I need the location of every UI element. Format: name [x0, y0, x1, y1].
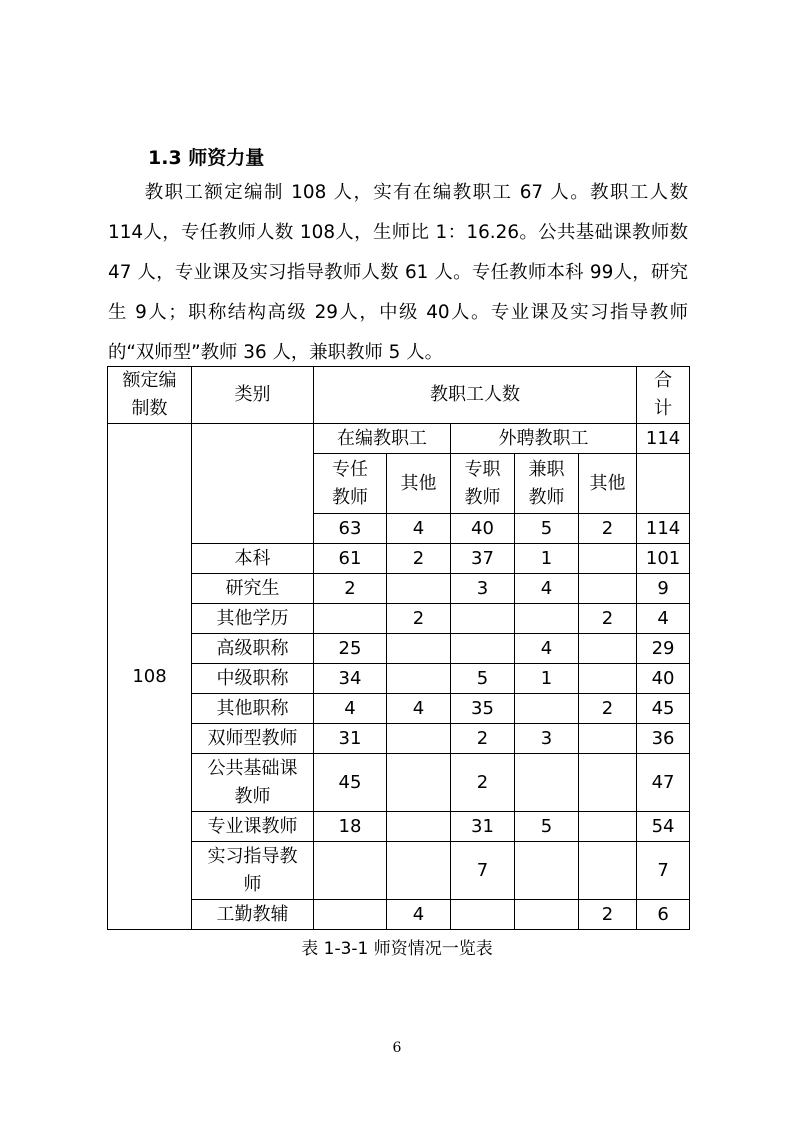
table-row — [108, 604, 690, 634]
table-cell — [387, 842, 451, 900]
table-cell — [579, 634, 637, 664]
col-other2: 其他 — [579, 454, 637, 514]
staff-table — [107, 366, 690, 930]
table-cell — [515, 754, 579, 812]
table-cell — [387, 634, 451, 664]
table-cell: 2 — [579, 694, 637, 724]
table-cell: 35 — [451, 694, 515, 724]
table-cell — [387, 754, 451, 812]
total-cell: 40 — [451, 514, 515, 544]
table-row — [108, 574, 690, 604]
table-row — [108, 842, 690, 900]
table-cell: 25 — [314, 634, 387, 664]
table-cell — [579, 754, 637, 812]
header-hired: 外聘教职工 — [451, 424, 637, 454]
table-cell: 2 — [314, 574, 387, 604]
total-cell: 63 — [314, 514, 387, 544]
col-fulltime-hired: 专职教师 — [451, 454, 515, 514]
table-cell — [387, 574, 451, 604]
table-cell: 5 — [451, 664, 515, 694]
table-cell: 45 — [637, 694, 690, 724]
category-blank — [192, 424, 314, 544]
col-fulltime: 专任教师 — [314, 454, 387, 514]
table-cell — [451, 900, 515, 930]
table-cell: 7 — [637, 842, 690, 900]
table-cell — [515, 694, 579, 724]
table-cell: 4 — [515, 574, 579, 604]
table-cell: 18 — [314, 812, 387, 842]
body-paragraph — [108, 173, 688, 373]
row-label: 高级职称 — [192, 634, 314, 664]
section-title: 1.3 师资力量 — [148, 147, 265, 169]
header-quota: 额定编制数 — [108, 367, 192, 424]
paragraph-text: 教职工额定编制 108 人，实有在编教职工 67 人。教职工人数 114人，专任教师人数 108人，生师比 1：16.26。公共基础课教师数 47 人，专业课及实习指导教师人数 61 人。专任教师本科 99人，研究生 9人；职称结构高级 29人，中级 40人。专业课及实习指导教师的“双师型”教师 36 人，兼职教师 5 人。 — [108, 182, 688, 363]
table-row — [108, 900, 690, 930]
table-row — [108, 634, 690, 664]
table-cell: 40 — [637, 664, 690, 694]
table-cell — [579, 724, 637, 754]
table-cell — [387, 812, 451, 842]
col-parttime: 兼职教师 — [515, 454, 579, 514]
table-cell: 2 — [579, 900, 637, 930]
table-cell — [579, 812, 637, 842]
table-cell: 4 — [637, 604, 690, 634]
table-row — [108, 694, 690, 724]
table-row — [108, 724, 690, 754]
table-cell: 2 — [451, 754, 515, 812]
table-cell — [387, 724, 451, 754]
header-in-system: 在编教职工 — [314, 424, 451, 454]
table-cell: 4 — [387, 694, 451, 724]
quota-value: 108 — [108, 424, 192, 930]
table-cell: 1 — [515, 544, 579, 574]
table-cell — [451, 604, 515, 634]
table-cell: 31 — [451, 812, 515, 842]
table-caption: 表 1-3-1 师资情况一览表 — [301, 939, 493, 959]
table-row — [108, 664, 690, 694]
table-cell: 2 — [579, 604, 637, 634]
row-label: 公共基础课教师 — [192, 754, 314, 812]
table-cell: 1 — [515, 664, 579, 694]
table-cell — [579, 664, 637, 694]
total-cell: 4 — [387, 514, 451, 544]
table-cell: 2 — [387, 604, 451, 634]
total-cell: 5 — [515, 514, 579, 544]
table-cell — [515, 604, 579, 634]
table-cell — [314, 604, 387, 634]
table-cell — [451, 634, 515, 664]
table-row — [108, 754, 690, 812]
row-label: 实习指导教师 — [192, 842, 314, 900]
table-cell: 4 — [387, 900, 451, 930]
table-cell — [515, 900, 579, 930]
header-overall-total: 114 — [637, 424, 690, 454]
total-cell: 2 — [579, 514, 637, 544]
row-label: 中级职称 — [192, 664, 314, 694]
header-staff-count: 教职工人数 — [314, 367, 637, 424]
table-cell: 29 — [637, 634, 690, 664]
table-cell: 6 — [637, 900, 690, 930]
table-cell: 5 — [515, 812, 579, 842]
table-cell: 45 — [314, 754, 387, 812]
table-cell: 31 — [314, 724, 387, 754]
table-cell: 101 — [637, 544, 690, 574]
table-cell: 61 — [314, 544, 387, 574]
table-cell — [579, 574, 637, 604]
table-cell — [515, 842, 579, 900]
table-row — [108, 544, 690, 574]
table-cell: 9 — [637, 574, 690, 604]
table-cell: 34 — [314, 664, 387, 694]
table-cell — [387, 664, 451, 694]
header-category: 类别 — [192, 367, 314, 424]
row-label: 研究生 — [192, 574, 314, 604]
row-label: 双师型教师 — [192, 724, 314, 754]
header-total: 合计 — [637, 367, 690, 424]
table-cell: 2 — [451, 724, 515, 754]
row-label: 其他学历 — [192, 604, 314, 634]
table-cell — [579, 544, 637, 574]
table-cell: 4 — [314, 694, 387, 724]
table-cell: 2 — [387, 544, 451, 574]
total-cell: 114 — [637, 514, 690, 544]
table-cell: 54 — [637, 812, 690, 842]
col-other1: 其他 — [387, 454, 451, 514]
table-cell — [314, 842, 387, 900]
row-label: 其他职称 — [192, 694, 314, 724]
table-cell: 4 — [515, 634, 579, 664]
table-cell: 36 — [637, 724, 690, 754]
table-cell: 47 — [637, 754, 690, 812]
table-cell — [314, 900, 387, 930]
page-number: 6 — [392, 1040, 402, 1056]
table-cell — [579, 842, 637, 900]
row-label: 工勤教辅 — [192, 900, 314, 930]
col-total-blank — [637, 454, 690, 514]
table-cell: 3 — [451, 574, 515, 604]
table-cell: 37 — [451, 544, 515, 574]
table-row — [108, 812, 690, 842]
row-label: 专业课教师 — [192, 812, 314, 842]
table-cell: 7 — [451, 842, 515, 900]
row-label: 本科 — [192, 544, 314, 574]
table-cell: 3 — [515, 724, 579, 754]
